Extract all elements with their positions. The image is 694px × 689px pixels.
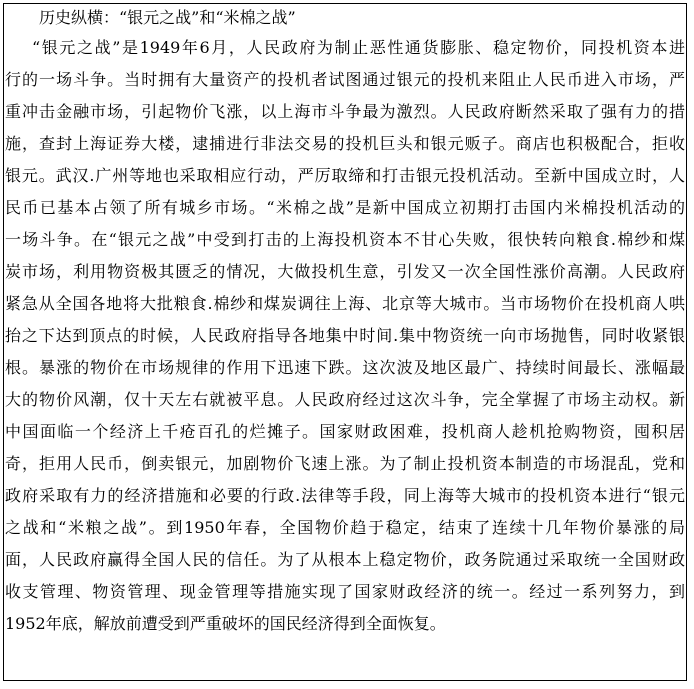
paragraph-line: 抬之下达到顶点的时候，人民政府指导各地集中时间.集中物资统一向市场抛售，同时收紧银 (5, 326, 685, 345)
document-title: 历史纵横：“银元之战”和“米棉之战” (39, 8, 296, 27)
paragraph-line: 行的一场斗争。当时拥有大量资产的投机者试图通过银元的投机来阻止人民币进入市场，严 (5, 70, 685, 89)
paragraph-line: 根。暴涨的物价在市场规律的作用下迅速下跌。这次波及地区最广、持续时间最长、涨幅最 (5, 358, 685, 377)
paragraph-line: 收支管理、物资管理、现金管理等措施实现了国家财政经济的统一。经过一系列努力，到 (5, 582, 685, 601)
paragraph-line: “银元之战”是1949年6月，人民政府为制止恶性通货膨胀、稳定物价，同投机资本进 (32, 38, 685, 57)
paragraph-line: 炭市场，利用物资极其匮乏的情况，大做投机生意，引发又一次全国性涨价高潮。人民政府 (5, 262, 685, 281)
paragraph-line: 一场斗争。在“银元之战”中受到打击的上海投机资本不甘心失败，很快转向粮食.棉纱和煤 (5, 230, 685, 249)
paragraph-line: 施，查封上海证券大楼，逮捕进行非法交易的投机巨头和银元贩子。商店也积极配合，拒收 (5, 134, 685, 153)
paragraph-line: 重冲击金融市场，引起物价飞涨，以上海市斗争最为激烈。人民政府断然采取了强有力的措 (5, 102, 685, 121)
paragraph-line: 中国面临一个经济上千疮百孔的烂摊子。国家财政困难，投机商人趁机抢购物资，囤积居 (5, 422, 685, 441)
paragraph-line: 奇，拒用人民币，倒卖银元，加剧物价飞速上涨。为了制止投机资本制造的市场混乱，党和 (5, 454, 685, 473)
paragraph-line: 1952年底，解放前遭受到严重破坏的国民经济得到全面恢复。 (5, 614, 446, 633)
paragraph-line: 之战和“米粮之战”。到1950年春，全国物价趋于稳定，结束了连续十几年物价暴涨的局 (5, 518, 685, 537)
paragraph-line: 大的物价风潮，仅十天左右就被平息。人民政府经过这次斗争，完全掌握了市场主动权。新 (5, 390, 685, 409)
paragraph-line: 面，人民政府赢得全国人民的信任。为了从根本上稳定物价，政务院通过采取统一全国财政 (5, 550, 685, 569)
paragraph-line: 银元。武汉.广州等地也采取相应行动，严厉取缔和打击银元投机活动。至新中国成立时，人 (5, 166, 685, 185)
paragraph-line: 紧急从全国各地将大批粮食.棉纱和煤炭调往上海、北京等大城市。当市场物价在投机商人哄 (5, 294, 685, 313)
paragraph-line: 政府采取有力的经济措施和必要的行政.法律等手段，同上海等大城市的投机资本进行“银元 (5, 486, 685, 505)
paragraph-line: 民币已基本占领了所有城乡市场。“米棉之战”是新中国成立初期打击国内米棉投机活动的 (5, 198, 685, 217)
